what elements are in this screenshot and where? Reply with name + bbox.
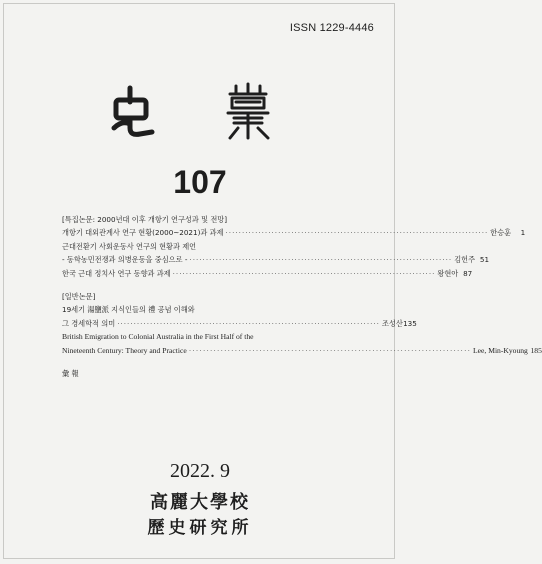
toc-dot-leader: ················································································ bbox=[188, 345, 472, 355]
volume-number: 107 bbox=[173, 164, 227, 200]
toc-dot-leader: ················································································ bbox=[189, 255, 453, 265]
toc-dot-leader: ················································································ bbox=[225, 228, 489, 238]
toc-entry-page: 87 bbox=[463, 268, 473, 278]
table-of-contents bbox=[62, 213, 542, 380]
toc-section-heading: [특집논문: 2000년대 이후 개항기 연구성과 및 전망] bbox=[62, 215, 228, 224]
publisher-university: 高麗大學校 bbox=[150, 492, 250, 513]
issn-number: ISSN 1229-4446 bbox=[289, 22, 374, 34]
toc-title-line: 근대전환기 사회운동사 연구의 현황과 제언 bbox=[62, 241, 197, 251]
toc-section-heading: [일반논문] bbox=[62, 292, 96, 302]
toc-entry bbox=[62, 253, 490, 266]
toc-entry-author: 김헌주 bbox=[454, 255, 476, 265]
toc-spacer bbox=[62, 357, 360, 367]
toc-entry bbox=[62, 317, 417, 330]
toc-entry-page: 51 bbox=[479, 255, 490, 265]
toc-title-line: 彙 報 bbox=[62, 369, 79, 379]
toc-entry bbox=[62, 267, 473, 280]
toc-entry-title: 그 경세학적 의미 bbox=[62, 318, 116, 328]
publication-date: 2022. 9 bbox=[170, 460, 230, 482]
toc-entry-title: Nineteenth Century: Theory and Practice bbox=[62, 345, 187, 355]
toc-entry-title: 한국 근대 정치사 연구 동향과 과제 bbox=[62, 268, 171, 278]
toc-entry bbox=[62, 226, 526, 239]
journal-logo bbox=[108, 80, 296, 142]
toc-entry-page: 135 bbox=[403, 318, 417, 328]
toc-title-line: British Emigration to Colonial Australia in the First Half of the bbox=[62, 332, 254, 342]
toc-entry-page: 1 bbox=[520, 228, 526, 238]
toc-dot-leader: ················································································ bbox=[172, 268, 436, 278]
toc-entry bbox=[62, 344, 542, 357]
toc-spacer bbox=[62, 280, 360, 290]
toc-entry-title: - 동학농민전쟁과 의병운동을 중심으로 - bbox=[62, 255, 188, 265]
toc-dot-leader: ················································································ bbox=[117, 318, 380, 328]
toc-title-line: 19세기 湯鹽派 지식인들의 禮 공념 이해와 bbox=[62, 305, 195, 315]
toc-entry-author: Lee, Min-Kyoung bbox=[473, 345, 528, 355]
publisher-institute: 歷史研究所 bbox=[147, 518, 253, 538]
toc-entry-title: 개항기 대외관계사 연구 현황(2000~2021)과 과제 bbox=[62, 228, 224, 238]
toc-entry-page: 185 bbox=[530, 345, 542, 355]
toc-entry-author: 조성산 bbox=[381, 318, 403, 328]
toc-entry-author: 왕현아 bbox=[437, 268, 459, 278]
toc-entry-author: 한승훈 bbox=[490, 228, 512, 238]
